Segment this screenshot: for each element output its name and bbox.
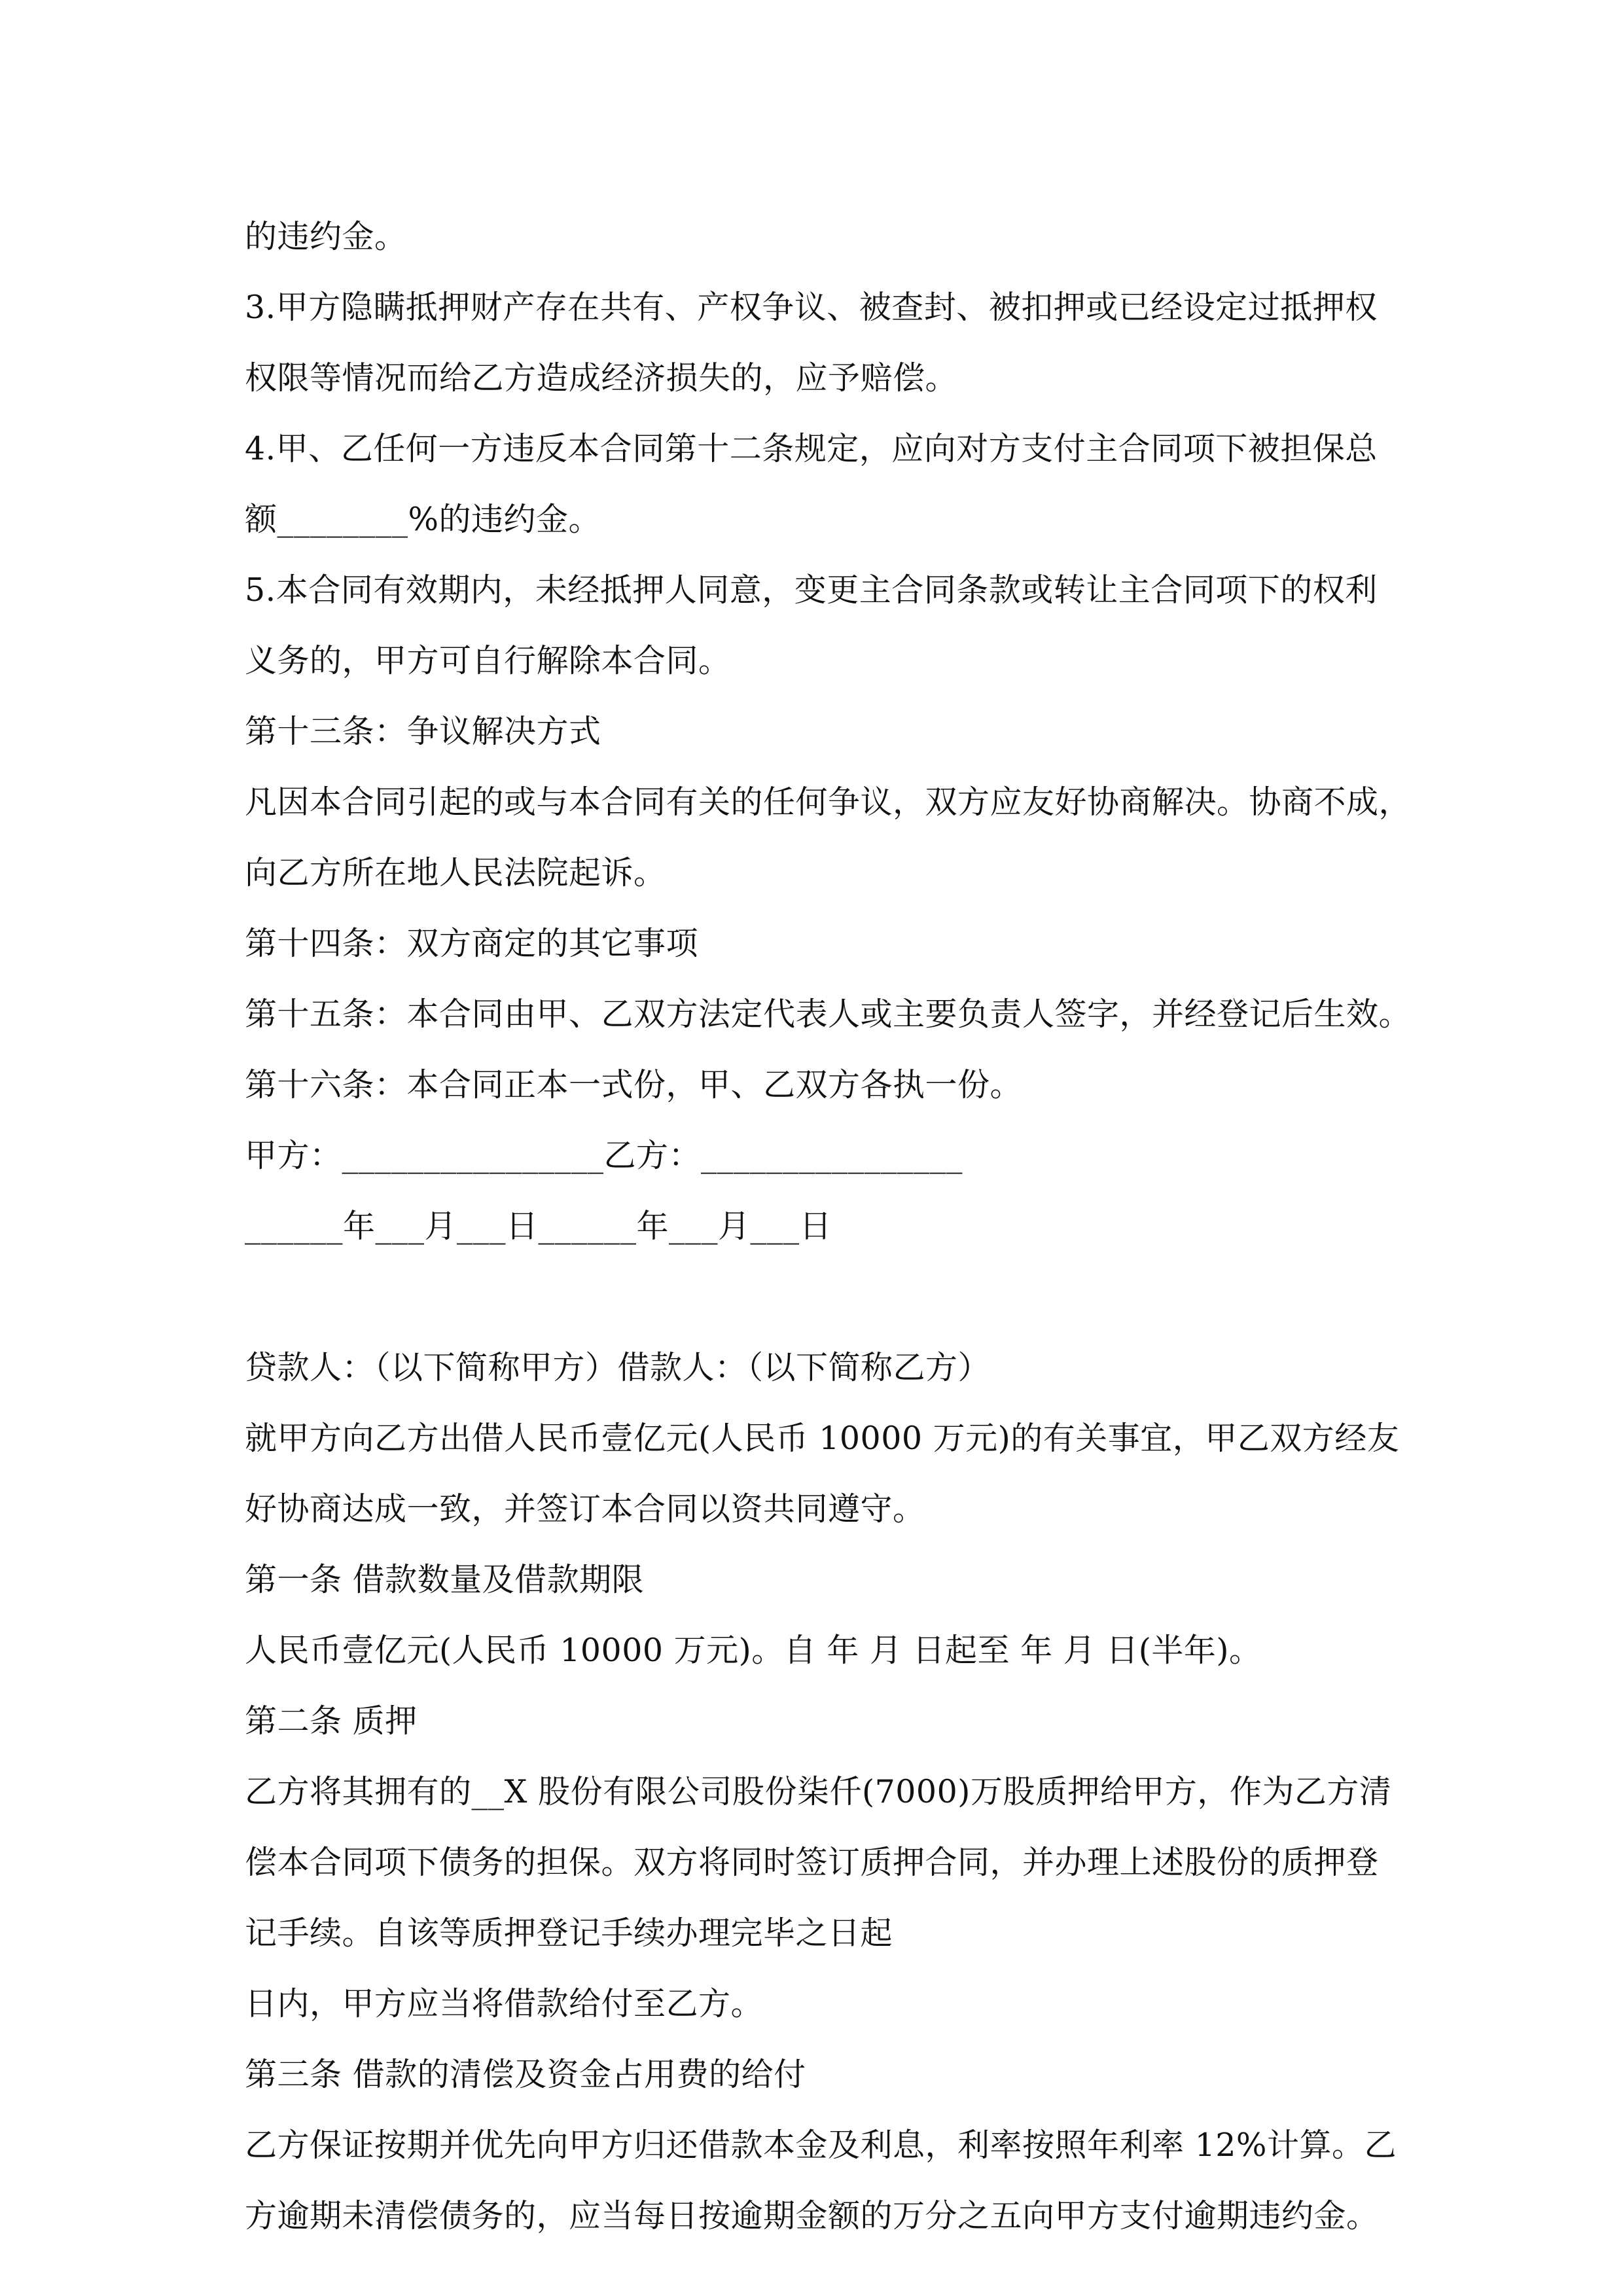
paragraph-line: 乙方保证按期并优先向甲方归还借款本金及利息，利率按照年利率 12%计算。乙 bbox=[245, 2126, 1397, 2164]
paragraph-line: 4.甲、乙任何一方违反本合同第十二条规定，应向对方支付主合同项下被担保总 bbox=[245, 430, 1378, 467]
paragraph-line: 方逾期未清偿债务的，应当每日按逾期金额的万分之五向甲方支付逾期违约金。 bbox=[245, 2197, 1379, 2234]
section-heading: 第十六条：本合同正本一式份，甲、乙双方各执一份。 bbox=[245, 1066, 1023, 1103]
section-gap bbox=[245, 1262, 1397, 1333]
paragraph-line: 权限等情况而给乙方造成经济损失的，应予赔偿。 bbox=[245, 359, 958, 397]
section-heading: 第十四条：双方商定的其它事项 bbox=[245, 925, 699, 962]
paragraph-line: 义务的，甲方可自行解除本合同。 bbox=[245, 642, 731, 679]
paragraph-line: 好协商达成一致，并签订本合同以资共同遵守。 bbox=[245, 1490, 925, 1528]
signature-line: 甲方：________________乙方：________________ bbox=[245, 1137, 963, 1174]
paragraph-line: 5.本合同有效期内，未经抵押人同意，变更主合同条款或转让主合同项下的权利 bbox=[245, 571, 1378, 609]
paragraph-line: 额________%的违约金。 bbox=[245, 501, 601, 538]
paragraph-line: 就甲方向乙方出借人民币壹亿元(人民币 10000 万元)的有关事宜，甲乙双方经友 bbox=[245, 1420, 1400, 1457]
paragraph-line: 乙方将其拥有的__X 股份有限公司股份柒仟(7000)万股质押给甲方，作为乙方清 bbox=[245, 1773, 1392, 1810]
section-heading: 第十五条：本合同由甲、乙双方法定代表人或主要负责人签字，并经登记后生效。 bbox=[245, 996, 1412, 1033]
date-line: ______年___月___日______年___月___日 bbox=[245, 1208, 832, 1245]
paragraph-line: 人民币壹亿元(人民币 10000 万元)。自 年 月 日起至 年 月 日(半年)。 bbox=[245, 1632, 1262, 1669]
paragraph-line: 3.甲方隐瞒抵押财产存在共有、产权争议、被查封、被扣押或已经设定过抵押权 bbox=[245, 289, 1378, 326]
section-heading: 第十三条：争议解决方式 bbox=[245, 713, 601, 750]
paragraph-line: 记手续。自该等质押登记手续办理完毕之日起 bbox=[245, 1914, 893, 1952]
section-heading: 第二条 质押 bbox=[245, 1702, 418, 1740]
paragraph-line: 向乙方所在地人民法院起诉。 bbox=[245, 854, 666, 891]
paragraph-line: 凡因本合同引起的或与本合同有关的任何争议，双方应友好协商解决。协商不成， bbox=[245, 783, 1412, 821]
paragraph-line: 的违约金。 bbox=[245, 218, 407, 255]
section-heading: 第三条 借款的清偿及资金占用费的给付 bbox=[245, 2056, 806, 2093]
paragraph-line: 偿本合同项下债务的担保。双方将同时签订质押合同，并办理上述股份的质押登 bbox=[245, 1844, 1379, 1881]
parties-line: 贷款人：（以下简称甲方）借款人：（以下简称乙方） bbox=[245, 1349, 991, 1386]
contract-text bbox=[245, 202, 1412, 2251]
section-heading: 第一条 借款数量及借款期限 bbox=[245, 1561, 645, 1598]
paragraph-line: 日内，甲方应当将借款给付至乙方。 bbox=[245, 1985, 764, 2022]
